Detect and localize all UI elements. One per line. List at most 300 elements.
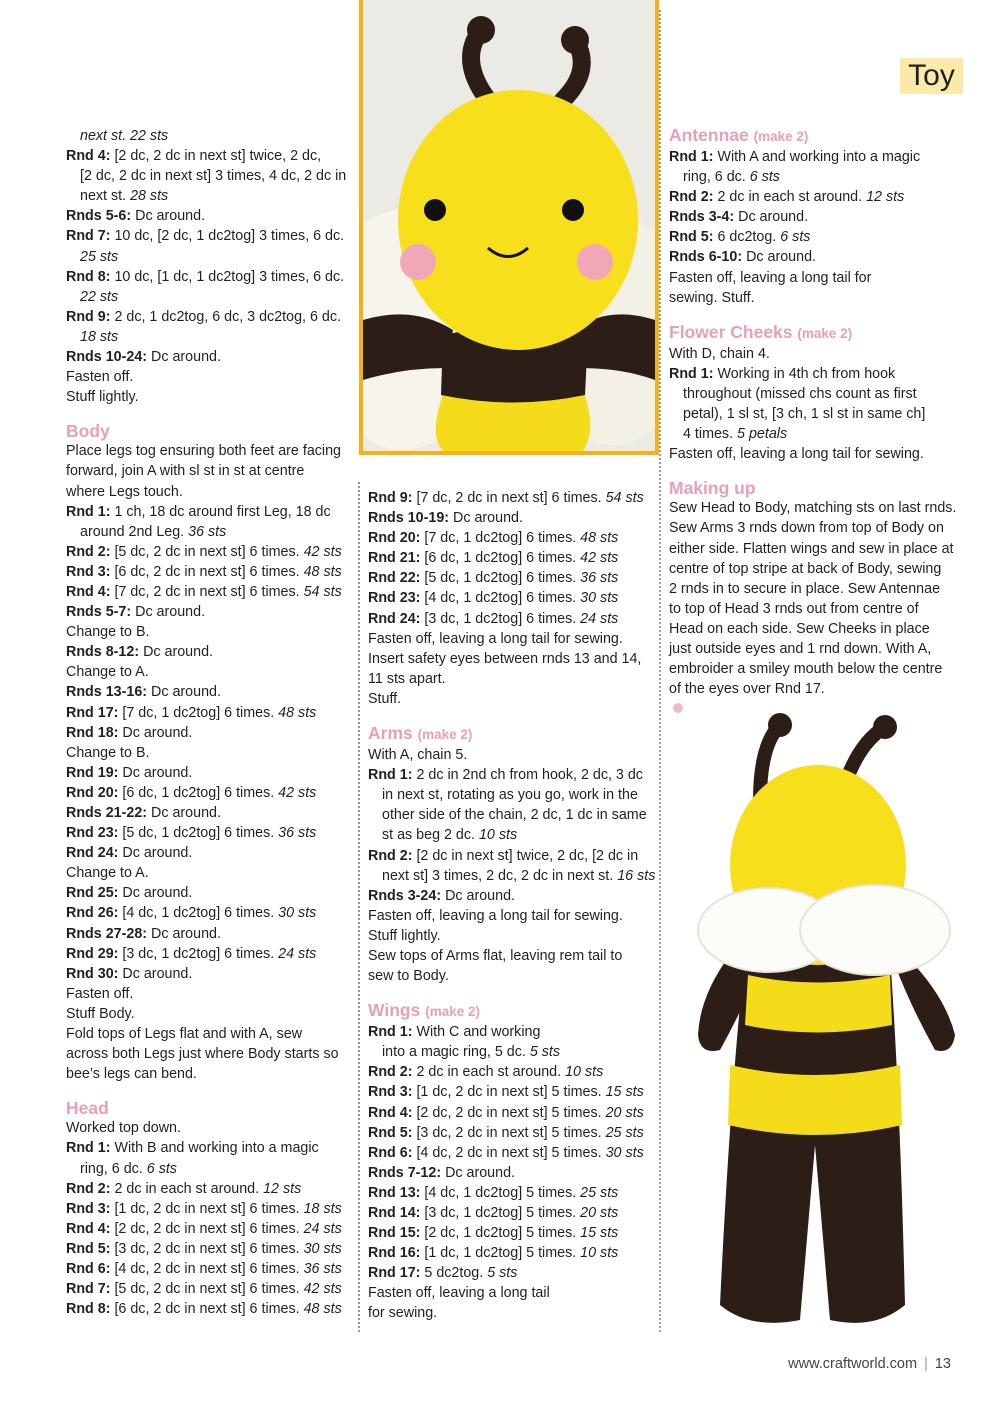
round-label: Rnd 15: — [368, 1225, 421, 1242]
instruction-text: [2 dc in next st] twice, 2 dc, [2 dc in — [412, 847, 639, 864]
instruction-line — [66, 186, 351, 206]
instruction-line — [66, 682, 351, 702]
making-up-instructions — [669, 498, 959, 699]
instruction-line — [66, 1219, 351, 1239]
instruction-text: to top of Head 3 rnds out from centre of — [669, 600, 919, 617]
instruction-line — [669, 498, 959, 518]
instruction-line — [368, 609, 653, 629]
stitch-count: 25 sts — [580, 1184, 619, 1201]
stitch-count: 5 sts — [487, 1265, 518, 1282]
end-mark-icon — [673, 703, 683, 713]
instruction-text: 11 sts apart. — [368, 670, 446, 687]
stitch-count: 42 sts — [303, 1281, 342, 1298]
round-label: Rnds 5-7: — [66, 604, 132, 621]
round-label: Rnd 17: — [66, 704, 119, 721]
instruction-text: Dc around. — [131, 208, 206, 225]
instruction-line — [669, 539, 959, 559]
stitch-count: 24 sts — [278, 945, 317, 962]
instruction-text: 2 dc in each st around. — [412, 1064, 566, 1081]
column-1 — [66, 126, 351, 1319]
round-label: Rnd 1: — [669, 149, 714, 165]
instruction-line — [66, 1159, 351, 1179]
instruction-line — [669, 167, 959, 187]
stitch-count: 54 sts — [605, 490, 644, 506]
head-continued — [368, 488, 653, 709]
instruction-line — [669, 679, 959, 699]
round-label: Rnd 5: — [368, 1124, 413, 1141]
instruction-text: [2 dc, 2 dc in next st] 6 times. — [110, 1220, 304, 1237]
round-label: Rnd 23: — [368, 590, 421, 607]
instruction-line — [66, 723, 351, 743]
round-label: Rnd 16: — [368, 1245, 421, 1262]
head-instructions — [66, 1118, 351, 1319]
instruction-text: Dc around. — [147, 349, 221, 366]
round-label: Rnd 3: — [66, 1200, 111, 1217]
instruction-line — [368, 1123, 653, 1143]
stitch-count: 20 sts — [580, 1205, 619, 1221]
instruction-text: [6 dc, 1 dc2tog] 6 times. — [420, 550, 581, 567]
instruction-line — [669, 639, 959, 659]
instruction-line — [368, 1143, 653, 1163]
instruction-text: [7 dc, 1 dc2tog] 6 times. — [420, 530, 581, 547]
instruction-line — [368, 1103, 653, 1123]
instruction-line — [66, 126, 351, 146]
instruction-text: Change to A. — [66, 664, 149, 681]
round-label: Rnd 24: — [66, 845, 119, 862]
round-label: Rnd 2: — [66, 1180, 111, 1197]
round-label: Rnd 2: — [66, 543, 111, 560]
instruction-text: next st. — [80, 188, 131, 205]
instruction-text: With D, chain 4. — [669, 345, 770, 362]
instruction-text: [3 dc, 2 dc in next st] 6 times. — [110, 1240, 304, 1257]
instruction-text: [4 dc, 2 dc in next st] 5 times. — [412, 1144, 606, 1161]
instruction-line — [368, 1303, 653, 1323]
instruction-line — [66, 502, 351, 522]
round-label: Rnd 18: — [66, 724, 119, 741]
round-label: Rnd 4: — [66, 148, 111, 165]
instruction-line — [669, 559, 959, 579]
instruction-line — [66, 602, 351, 622]
round-label: Rnd 2: — [669, 189, 714, 206]
round-label: Rnds 13-16: — [66, 684, 148, 701]
instruction-line — [368, 906, 653, 926]
round-label: Rnds 27-28: — [66, 925, 148, 942]
instruction-line — [669, 518, 959, 538]
instruction-text: ring, 6 dc. — [80, 1160, 147, 1177]
instruction-text: 10 dc, [2 dc, 1 dc2tog] 3 times, 6 dc. — [110, 228, 345, 245]
instruction-text: Dc around. — [118, 965, 193, 982]
instruction-line — [368, 1243, 653, 1263]
instruction-line — [669, 187, 959, 207]
instruction-text: [2 dc, 2 dc in next st] 5 times. — [412, 1104, 606, 1121]
bee-front-illustration — [363, 0, 655, 451]
instruction-text: Dc around. — [118, 724, 193, 741]
instruction-line — [66, 1118, 351, 1138]
instruction-text: [6 dc, 2 dc in next st] 6 times. — [110, 1301, 304, 1318]
instruction-text: of the eyes over Rnd 17. — [669, 681, 825, 698]
stitch-count: 10 sts — [478, 827, 518, 844]
instruction-text: [6 dc, 2 dc in next st] 6 times. — [110, 563, 304, 580]
instruction-line — [368, 629, 653, 649]
instruction-line — [368, 649, 653, 669]
instruction-line — [66, 542, 351, 562]
instruction-text: With A and working into a magic — [713, 149, 921, 165]
bee-back-illustration — [690, 705, 990, 1345]
stitch-count: 22 sts — [80, 288, 119, 305]
instruction-line — [368, 1082, 653, 1102]
instruction-text: Dc around. — [147, 684, 221, 701]
instruction-text: where Legs touch. — [66, 483, 183, 500]
instruction-line — [669, 424, 959, 444]
instruction-text: just outside eyes and 1 rnd down. With A, — [669, 640, 932, 657]
instruction-text: [3 dc, 1 dc2tog] 6 times. — [420, 610, 581, 627]
instruction-line — [66, 1239, 351, 1259]
stitch-count: 28 sts — [130, 188, 169, 205]
instruction-text: Sew Head to Body, matching sts on last rnds. — [669, 500, 957, 517]
stitch-count: 12 sts — [263, 1180, 302, 1197]
instruction-text: across both Legs just where Body starts so — [66, 1046, 339, 1063]
round-label: Rnd 20: — [66, 784, 119, 801]
instruction-text: bee’s legs can bend. — [66, 1066, 197, 1083]
section-tag: Toy — [900, 58, 963, 94]
instruction-line — [66, 1024, 351, 1044]
stitch-count: 20 sts — [605, 1104, 644, 1121]
round-label: Rnd 8: — [66, 268, 111, 285]
instruction-text: 10 dc, [1 dc, 1 dc2tog] 3 times, 6 dc. — [110, 268, 345, 285]
instruction-line — [368, 946, 653, 966]
instruction-line — [368, 745, 653, 765]
instruction-text: Head on each side. Sew Cheeks in place — [669, 620, 930, 637]
stitch-count: 10 sts — [565, 1064, 604, 1081]
instruction-text: [5 dc, 1 dc2tog] 6 times. — [118, 825, 279, 842]
footer-divider: | — [924, 1356, 928, 1372]
instruction-text: Insert safety eyes between rnds 13 and 14, — [368, 650, 642, 667]
stitch-count: 10 sts — [580, 1245, 619, 1262]
instruction-line — [66, 287, 351, 307]
instruction-text: Fasten off, leaving a long tail for sewing. — [669, 446, 924, 463]
column-2 — [368, 488, 656, 1324]
instruction-text: sewing. Stuff. — [669, 289, 755, 306]
instruction-text: 1 ch, 18 dc around first Leg, 18 dc — [110, 503, 331, 520]
round-label: Rnd 4: — [368, 1104, 413, 1121]
instruction-line — [66, 783, 351, 803]
round-label: Rnd 3: — [66, 563, 111, 580]
instruction-line — [669, 207, 959, 227]
stitch-count: 15 sts — [605, 1084, 644, 1101]
round-label: Rnds 10-19: — [368, 510, 450, 527]
instruction-text: [4 dc, 1 dc2tog] 5 times. — [420, 1184, 581, 1201]
stitch-count: 48 sts — [580, 530, 619, 547]
round-label: Rnd 22: — [368, 570, 421, 587]
instruction-line — [669, 147, 959, 167]
instruction-text: [4 dc, 1 dc2tog] 6 times. — [420, 590, 581, 607]
instruction-line — [368, 508, 653, 528]
instruction-line — [66, 924, 351, 944]
instruction-text: other side of the chain, 2 dc, 1 dc in same — [382, 807, 647, 824]
instruction-line — [66, 1138, 351, 1158]
stitch-count: 36 sts — [188, 523, 227, 540]
instruction-text: into a magic ring, 5 dc. — [382, 1044, 530, 1061]
round-label: Rnds 3-4: — [669, 209, 735, 226]
stitch-count: 12 sts — [866, 189, 905, 206]
instruction-line — [66, 1259, 351, 1279]
instruction-text: throughout (missed chs count as first — [683, 385, 917, 402]
instruction-text: [7 dc, 2 dc in next st] 6 times. — [412, 490, 606, 506]
instruction-line — [66, 146, 351, 166]
head-heading: Head — [66, 1098, 109, 1119]
body-instructions — [66, 441, 351, 1084]
instruction-text: around 2nd Leg. — [80, 523, 189, 540]
round-label: Rnd 6: — [66, 1260, 111, 1277]
instruction-line — [368, 1022, 653, 1042]
instruction-text: Fasten off, leaving a long tail for sewing. — [368, 630, 623, 647]
stitch-count: 25 sts — [605, 1124, 644, 1141]
instruction-text: 2 dc in each st around. — [110, 1180, 264, 1197]
instruction-text: Dc around. — [742, 249, 817, 266]
column-separator-right — [659, 10, 661, 1332]
instruction-text: 5 dc2tog. — [420, 1265, 488, 1282]
instruction-line — [368, 1163, 653, 1183]
instruction-line — [368, 866, 656, 886]
wings-heading: Wings (make 2) — [368, 1000, 480, 1021]
instruction-line — [368, 669, 653, 689]
instruction-line — [368, 886, 653, 906]
instruction-line — [669, 579, 959, 599]
legs-continued — [66, 126, 351, 407]
instruction-text: With A, chain 5. — [368, 747, 468, 764]
instruction-line — [66, 226, 351, 246]
instruction-line — [368, 1223, 653, 1243]
instruction-line — [66, 482, 351, 502]
instruction-text: Fasten off, leaving a long tail — [368, 1285, 550, 1302]
instruction-text: Sew tops of Arms flat, leaving rem tail to — [368, 947, 623, 964]
instruction-line — [66, 743, 351, 763]
instruction-text: Change to A. — [66, 865, 149, 882]
instruction-line — [66, 823, 351, 843]
instruction-text: Fasten off. — [66, 985, 134, 1002]
instruction-text: forward, join A with sl st in st at centre — [66, 463, 305, 480]
round-label: Rnd 1: — [66, 1140, 111, 1157]
instruction-line — [368, 1062, 653, 1082]
instruction-line — [66, 347, 351, 367]
round-label: Rnd 13: — [368, 1184, 421, 1201]
instruction-text: Stuff. — [368, 690, 402, 707]
instruction-line — [66, 803, 351, 823]
stitch-count: 42 sts — [580, 550, 619, 567]
round-label: Rnd 24: — [368, 610, 421, 627]
instruction-line — [368, 588, 653, 608]
instruction-text: [7 dc, 2 dc in next st] 6 times. — [110, 583, 304, 600]
round-label: Rnd 4: — [66, 583, 111, 600]
instruction-text: Dc around. — [147, 805, 221, 821]
round-label: Rnd 7: — [66, 228, 111, 245]
instruction-line — [368, 805, 653, 825]
instruction-text: [7 dc, 1 dc2tog] 6 times. — [118, 704, 279, 721]
round-label: Rnd 1: — [669, 365, 714, 382]
instruction-line — [669, 599, 959, 619]
instruction-line — [66, 944, 351, 964]
instruction-line — [66, 562, 351, 582]
instruction-text: Dc around. — [734, 209, 809, 226]
stitch-count: 16 sts — [617, 867, 656, 884]
stitch-count: 5 sts — [529, 1044, 561, 1061]
instruction-text: Stuff Body. — [66, 1005, 135, 1022]
round-label: Rnd 5: — [669, 229, 714, 246]
instruction-text: either side. Flatten wings and sew in place at — [669, 540, 954, 557]
instruction-line — [669, 344, 959, 364]
instruction-line — [66, 206, 351, 226]
stitch-count: 48 sts — [303, 563, 342, 580]
instruction-text: Dc around. — [118, 845, 193, 862]
instruction-text: Dc around. — [441, 887, 516, 904]
stitch-count: 15 sts — [580, 1225, 619, 1242]
round-label: Rnd 26: — [66, 905, 119, 922]
round-label: Rnd 6: — [368, 1144, 413, 1161]
round-label: Rnds 5-6: — [66, 208, 132, 225]
page-number: 13 — [934, 1356, 951, 1372]
column-3 — [669, 126, 959, 719]
wings-instructions — [368, 1022, 653, 1323]
instruction-text: Dc around. — [441, 1164, 516, 1181]
instruction-line — [66, 903, 351, 923]
instruction-text: [6 dc, 1 dc2tog] 6 times. — [118, 784, 279, 801]
instruction-text: centre of top stripe at back of Body, sewing — [669, 560, 942, 577]
instruction-line — [66, 367, 351, 387]
instruction-line — [66, 461, 351, 481]
stitch-count: 48 sts — [278, 704, 317, 721]
stitch-count: 25 sts — [80, 248, 119, 265]
instruction-line — [669, 659, 959, 679]
arms-instructions — [368, 745, 656, 986]
round-label: Rnds 21-22: — [66, 805, 148, 821]
instruction-text: 2 rnds in to secure in place. Sew Antennae — [669, 580, 941, 597]
instruction-line — [66, 582, 351, 602]
instruction-line — [66, 267, 351, 287]
instruction-text: Fasten off. — [66, 369, 134, 386]
stitch-count: 6 sts — [146, 1160, 177, 1177]
stitch-count: 36 sts — [278, 825, 317, 842]
round-label: Rnd 7: — [66, 1281, 111, 1298]
instruction-text: 2 dc in 2nd ch from hook, 2 dc, 3 dc — [412, 767, 643, 784]
round-label: Rnd 5: — [66, 1240, 111, 1257]
website-link[interactable]: www.craftworld.com — [788, 1356, 918, 1372]
instruction-line — [66, 883, 351, 903]
instruction-line — [66, 387, 351, 407]
stitch-count: 5 petals — [737, 426, 788, 443]
round-label: Rnd 17: — [368, 1265, 421, 1282]
instruction-text: [4 dc, 1 dc2tog] 6 times. — [118, 905, 279, 922]
stitch-count: 48 sts — [303, 1301, 342, 1318]
instruction-line — [669, 247, 959, 267]
instruction-text: for sewing. — [368, 1305, 438, 1322]
instruction-line — [368, 1283, 653, 1303]
instruction-line — [669, 268, 959, 288]
instruction-text: 6 dc2tog. — [713, 229, 781, 246]
instruction-text: Fasten off, leaving a long tail for — [669, 269, 872, 286]
instruction-text: 2 dc, 1 dc2tog, 6 dc, 3 dc2tog, 6 dc. — [110, 308, 341, 325]
stitch-count: 30 sts — [278, 905, 317, 922]
making-up-heading: Making up — [669, 478, 756, 499]
cheeks-heading: Flower Cheeks (make 2) — [669, 321, 853, 342]
round-label: Rnds 3-24: — [368, 887, 442, 904]
instruction-line — [669, 619, 959, 639]
round-label: Rnds 7-12: — [368, 1164, 442, 1181]
stitch-count: 24 sts — [580, 610, 619, 627]
instruction-line — [368, 1042, 653, 1062]
instruction-text: Dc around. — [449, 510, 523, 527]
instruction-line — [669, 404, 959, 424]
stitch-count: next st. 22 sts — [80, 128, 169, 144]
round-label: Rnd 20: — [368, 530, 421, 547]
instruction-line — [66, 984, 351, 1004]
round-label: Rnd 9: — [368, 490, 413, 506]
stitch-count: 36 sts — [303, 1260, 342, 1277]
column-separator-left — [358, 482, 360, 1332]
instruction-text: Dc around. — [147, 925, 221, 942]
antennae-instructions — [669, 147, 959, 308]
round-label: Rnd 14: — [368, 1205, 421, 1221]
round-label: Rnd 2: — [368, 1064, 413, 1081]
cheeks-instructions — [669, 344, 959, 465]
instruction-line — [368, 1183, 653, 1203]
round-label: Rnd 9: — [66, 308, 111, 325]
instruction-text: [3 dc, 1 dc2tog] 6 times. — [118, 945, 279, 962]
instruction-line — [66, 307, 351, 327]
instruction-line — [368, 568, 653, 588]
instruction-text: ring, 6 dc. — [683, 169, 750, 186]
instruction-line — [669, 444, 959, 464]
instruction-text: [3 dc, 2 dc in next st] 5 times. — [412, 1124, 606, 1141]
instruction-text: sew to Body. — [368, 968, 449, 985]
stitch-count: 30 sts — [605, 1144, 644, 1161]
arms-heading: Arms (make 2) — [368, 723, 473, 744]
instruction-text: Dc around. — [118, 885, 193, 902]
round-label: Rnd 19: — [66, 764, 119, 781]
round-label: Rnd 23: — [66, 825, 119, 842]
instruction-line — [66, 662, 351, 682]
instruction-text: 2 dc in each st around. — [713, 189, 867, 206]
instruction-line — [368, 846, 653, 866]
round-label: Rnd 3: — [368, 1084, 413, 1101]
bee-front-photo — [359, 0, 659, 455]
instruction-line — [368, 528, 653, 548]
instruction-line — [669, 364, 959, 384]
stitch-count: 18 sts — [303, 1200, 342, 1217]
round-label: Rnd 21: — [368, 550, 421, 567]
instruction-line — [368, 548, 653, 568]
instruction-text: Stuff lightly. — [66, 389, 139, 406]
instruction-line — [66, 441, 351, 461]
instruction-text: Dc around. — [131, 604, 206, 621]
instruction-line — [66, 703, 351, 723]
stitch-count: 30 sts — [303, 1240, 342, 1257]
bee-back-photo — [690, 705, 990, 1345]
instruction-line — [368, 1263, 653, 1283]
round-label: Rnd 29: — [66, 945, 119, 962]
instruction-line — [669, 288, 959, 308]
instruction-line — [368, 765, 653, 785]
instruction-text: [3 dc, 1 dc2tog] 5 times. — [420, 1205, 581, 1221]
instruction-text: Worked top down. — [66, 1120, 181, 1137]
instruction-line — [669, 384, 959, 404]
instruction-text: Stuff lightly. — [368, 927, 441, 944]
round-label: Rnd 8: — [66, 1301, 111, 1318]
stitch-count: 24 sts — [303, 1220, 342, 1237]
instruction-line — [66, 1279, 351, 1299]
instruction-text: [1 dc, 1 dc2tog] 5 times. — [420, 1245, 581, 1262]
instruction-text: Dc around. — [118, 764, 193, 781]
instruction-line — [66, 622, 351, 642]
